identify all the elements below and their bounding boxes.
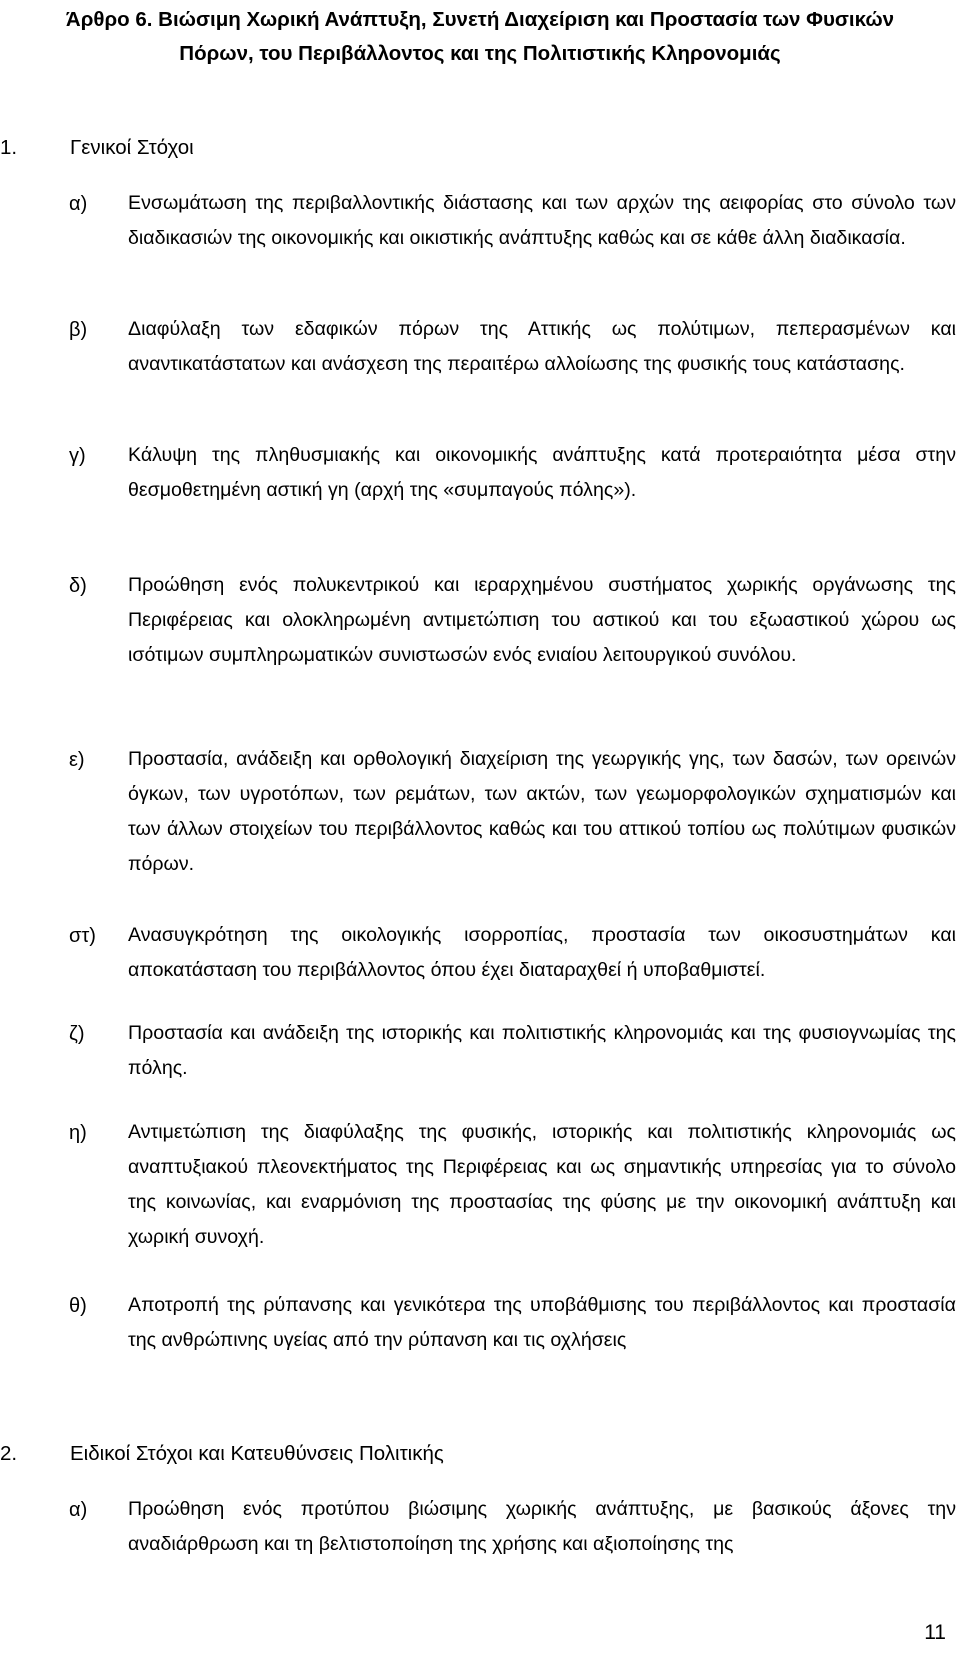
list-marker: δ) xyxy=(69,575,87,597)
article-title-line-2: Πόρων, του Περιβάλλοντος και της Πολιτιστικής Κληρονομιάς xyxy=(179,42,781,65)
list-item-text: Αποτροπή της ρύπανσης και γενικότερα της υποβάθμισης του περιβάλλοντος και προστασία της ανθρώπινης υγείας από την ρύπανση και τις οχλήσεις xyxy=(128,1294,956,1351)
article-title-line-1: Άρθρο 6. Βιώσιμη Χωρική Ανάπτυξη, Συνετή Διαχείριση και Προστασία των Φυσικών xyxy=(65,8,895,31)
list-item-text: Προστασία και ανάδειξη της ιστορικής και πολιτιστικής κληρονομιάς και της φυσιογνωμίας της πόλης. xyxy=(128,1022,956,1079)
section-number: 2. xyxy=(0,1442,18,1465)
section-number: 1. xyxy=(0,136,18,159)
list-item-text: Προστασία, ανάδειξη και ορθολογική διαχείριση της γεωργικής γης, των δασών, των ορεινών όγκων, των υγροτόπων, των ρεμάτων, των ακτών, των γεωμορφολογικών σχηματισμών και των άλλων στοιχείων του περιβάλλοντος καθώς και του αττικού τοπίου ως πολύτιμων φυσικών πόρων. xyxy=(128,748,956,875)
section-title: Γενικοί Στόχοι xyxy=(70,136,194,159)
list-marker: α) xyxy=(69,193,88,215)
list-item-text: Ανασυγκρότηση της οικολογικής ισορροπίας, προστασία των οικοσυστημάτων και αποκατάσταση του περιβάλλοντος όπου έχει διαταραχθεί ή υποβαθμιστεί. xyxy=(128,924,956,981)
section-title: Ειδικοί Στόχοι και Κατευθύνσεις Πολιτικής xyxy=(70,1442,444,1465)
list-item-text: Προώθηση ενός προτύπου βιώσιμης χωρικής ανάπτυξης, με βασικούς άξονες την αναδιάρθρωση και τη βελτιστοποίηση της χρήσης και αξιοποίησης της xyxy=(128,1498,956,1555)
list-item-text: Προώθηση ενός πολυκεντρικού και ιεραρχημένου συστήματος χωρικής οργάνωσης της Περιφέρειας και ολοκληρωμένη αντιμετώπιση του αστικού και του εξωαστικού χώρου ως ισότιμων συμπληρωματικών συνιστωσών ενός ενιαίου λειτουργικού συνόλου. xyxy=(128,574,956,666)
list-marker: α) xyxy=(69,1499,88,1521)
list-marker: στ) xyxy=(69,925,96,947)
list-item-text: Κάλυψη της πληθυσμιακής και οικονομικής ανάπτυξης κατά προτεραιότητα μέσα στην θεσμοθετημένη αστική γη (αρχή της «συμπαγούς πόλης»). xyxy=(128,444,956,501)
list-marker: β) xyxy=(69,319,88,341)
list-marker: ε) xyxy=(69,749,85,771)
list-marker: η) xyxy=(69,1122,87,1144)
list-marker: γ) xyxy=(69,445,86,467)
list-item-text: Ενσωμάτωση της περιβαλλοντικής διάστασης και των αρχών της αειφορίας στο σύνολο των διαδικασιών της οικονομικής και οικιστικής ανάπτυξης καθώς και σε κάθε άλλη διαδικασία. xyxy=(128,192,956,249)
list-marker: ζ) xyxy=(69,1023,85,1045)
list-marker: θ) xyxy=(69,1295,87,1317)
list-item-text: Αντιμετώπιση της διαφύλαξης της φυσικής, ιστορικής και πολιτιστικής κληρονομιάς ως αναπτυξιακού πλεονεκτήματος της Περιφέρειας και ως σημαντικής υπηρεσίας για το σύνολο της κοινωνίας, και εναρμόνιση της προστασίας της φύσης με την οικονομική ανάπτυξη και χωρική συνοχή. xyxy=(128,1121,956,1248)
page-number: 11 xyxy=(924,1621,946,1644)
list-item-text: Διαφύλαξη των εδαφικών πόρων της Αττικής ως πολύτιμων, πεπερασμένων και αναντικατάστατων και ανάσχεση της περαιτέρω αλλοίωσης της φυσικής τους κατάστασης. xyxy=(128,318,956,375)
